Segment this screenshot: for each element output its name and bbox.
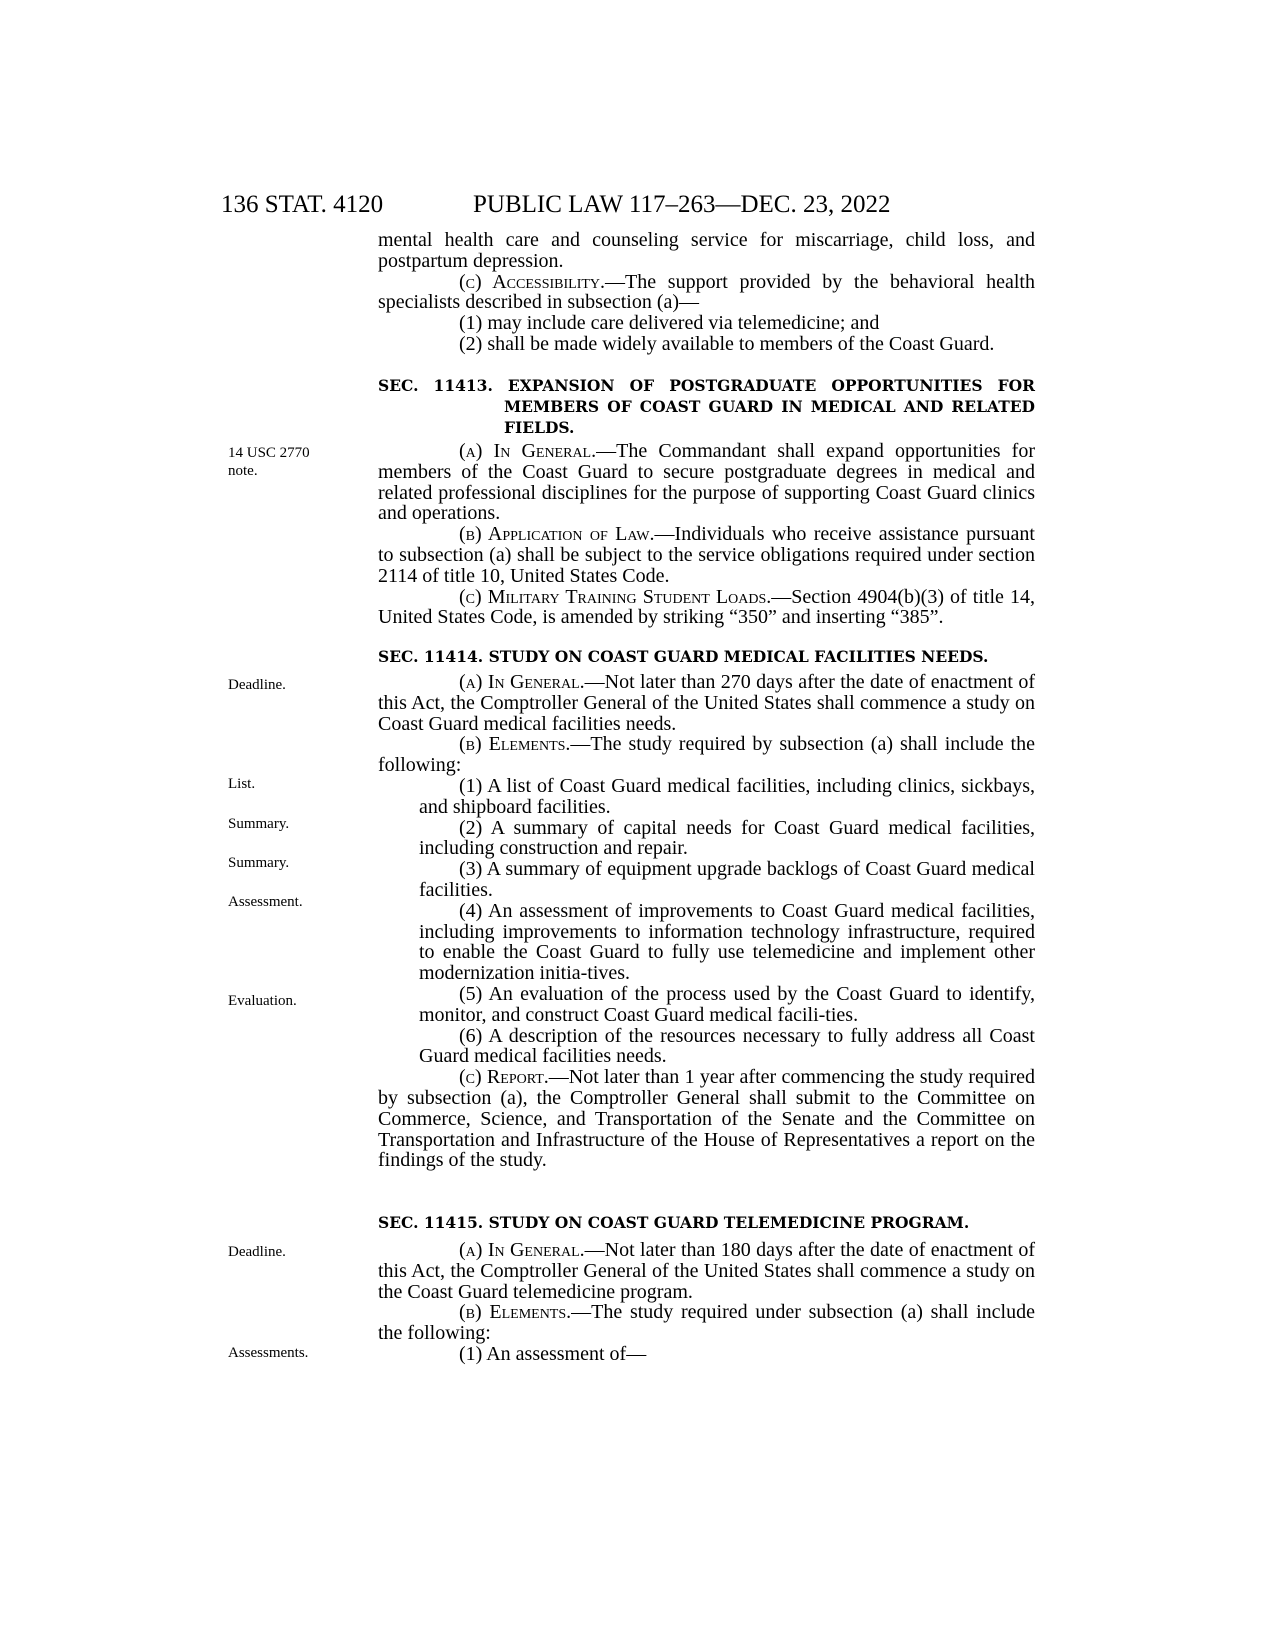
subsection-text: —Individuals who receive assistance pursuant to subsection (a) shall be subject to the service obligations required under section 2114 of title 10, United States Code. [378, 523, 1035, 587]
margin-note-evaluation: Evaluation. [228, 993, 297, 1009]
section-title: SEC. 11413. EXPANSION OF POSTGRADUATE OPPORTUNITIES FOR MEMBERS OF COAST GUARD IN MEDICAL AND RELATED FIELDS. [378, 376, 1035, 437]
paragraph-report [378, 1067, 1035, 1171]
section-heading-11414 [378, 647, 1035, 668]
text-block-11413 [378, 441, 1035, 628]
list-item: (1) may include care delivered via telemedicine; and [459, 312, 880, 335]
subsection-text: —The Commandant shall expand opportunities for members of the Coast Guard to secure postgraduate degrees in medical and related professional disciplines for the purpose of supporting Coast Guard clinics and operations. [378, 440, 1035, 525]
section-title: SEC. 11414. STUDY ON COAST GUARD MEDICAL FACILITIES NEEDS. [378, 647, 989, 666]
page-law-title: PUBLIC LAW 117–263—DEC. 23, 2022 [473, 191, 891, 218]
section-heading-11415 [378, 1213, 1035, 1234]
subsection-text: —The study required under subsection (a) shall include the following: [378, 1301, 1035, 1345]
paragraph-accessibility [378, 272, 1035, 314]
list-item: (5) An evaluation of the process used by the Coast Guard to identify, monitor, and construct Coast Guard medical facili-ties. [419, 982, 1035, 1026]
margin-note-usc-line: 14 USC 2770 [228, 445, 310, 461]
margin-note-list: List. [228, 776, 256, 792]
subsection-text: —Not later than 180 days after the date of enactment of this Act, the Comptroller General of the United States shall commence a study on the Coast Guard telemedicine program. [378, 1239, 1036, 1303]
paragraph-in-general [378, 441, 1035, 524]
section-heading-11413 [378, 376, 1035, 438]
list-item: (3) A summary of equipment upgrade backlogs of Coast Guard medical facilities. [419, 858, 1035, 901]
subsection-text: —The study required by subsection (a) shall include the following: [378, 733, 1035, 777]
paragraph-in-general [378, 672, 1035, 734]
section-title: SEC. 11415. STUDY ON COAST GUARD TELEMEDICINE PROGRAM. [378, 1213, 970, 1232]
subsection-heading: (c) Report. [459, 1066, 549, 1089]
margin-note-assessment: Assessment. [228, 894, 303, 910]
margin-note-assessments: Assessments. [228, 1345, 309, 1361]
margin-note-usc [228, 444, 310, 480]
paragraph-elements [378, 1302, 1035, 1344]
paragraph-intro: mental health care and counseling service for miscarriage, child loss, and postpartum depression. [378, 229, 1035, 272]
subsection-text: —Section 4904(b)(3) of title 14, United States Code, is amended by striking “350” and inserting “385”. [378, 585, 1035, 629]
subsection-heading: (b) Elements. [459, 1301, 572, 1324]
margin-note-deadline: Deadline. [228, 677, 286, 693]
paragraph-application-of-law [378, 524, 1035, 586]
subsection-heading: (b) Application of Law. [459, 523, 655, 546]
paragraph-in-general [378, 1240, 1035, 1302]
list-item: (1) A list of Coast Guard medical facilities, including clinics, sickbays, and shipboard facilities. [419, 774, 1035, 818]
text-block-accessibility [378, 230, 1035, 355]
paragraph-military-training [378, 587, 1035, 629]
text-block-11414 [378, 672, 1035, 1171]
list-item: (4) An assessment of improvements to Coast Guard medical facilities, including improvements to information technology infrastructure, required to enable the Coast Guard to fully use telemedicine and implement other modernization initia-tives. [419, 899, 1035, 985]
subsection-text: —The support provided by the behavioral health specialists described in subsection (a)— [378, 270, 1035, 314]
subsection-heading: (a) In General. [459, 671, 585, 693]
list-item: (2) shall be made widely available to members of the Coast Guard. [459, 332, 995, 355]
subsection-heading: (c) Accessibility. [459, 270, 606, 293]
margin-note-summary: Summary. [228, 816, 290, 832]
subsection-text: —Not later than 1 year after commencing the study required by subsection (a), the Comptroller General shall submit to the Committee on Commerce, Science, and Transportation of the Senate and the Committee on Transportation and Infrastructure of the House of Representatives a report on the findings of the study. [378, 1066, 1035, 1172]
list-item: (1) An assessment of— [459, 1342, 647, 1365]
margin-note-note-line: note. [228, 463, 258, 479]
subsection-heading: (a) In General. [459, 440, 597, 462]
subsection-heading: (c) Military Training Student Loads. [459, 585, 772, 608]
subsection-text: —Not later than 270 days after the date of enactment of this Act, the Comptroller General of the United States shall commence a study on Coast Guard medical facilities needs. [378, 671, 1036, 735]
text-block-11415 [378, 1240, 1035, 1365]
page-stat-number: 136 STAT. 4120 [221, 191, 384, 218]
list-item: (6) A description of the resources necessary to fully address all Coast Guard medical facilities needs. [419, 1024, 1035, 1068]
subsection-heading: (b) Elements. [459, 733, 571, 756]
list-item: (2) A summary of capital needs for Coast Guard medical facilities, including construction and repair. [419, 816, 1035, 860]
subsection-heading: (a) In General. [459, 1239, 585, 1261]
paragraph-elements [378, 734, 1035, 776]
margin-note-summary: Summary. [228, 855, 290, 871]
margin-note-deadline: Deadline. [228, 1244, 286, 1260]
